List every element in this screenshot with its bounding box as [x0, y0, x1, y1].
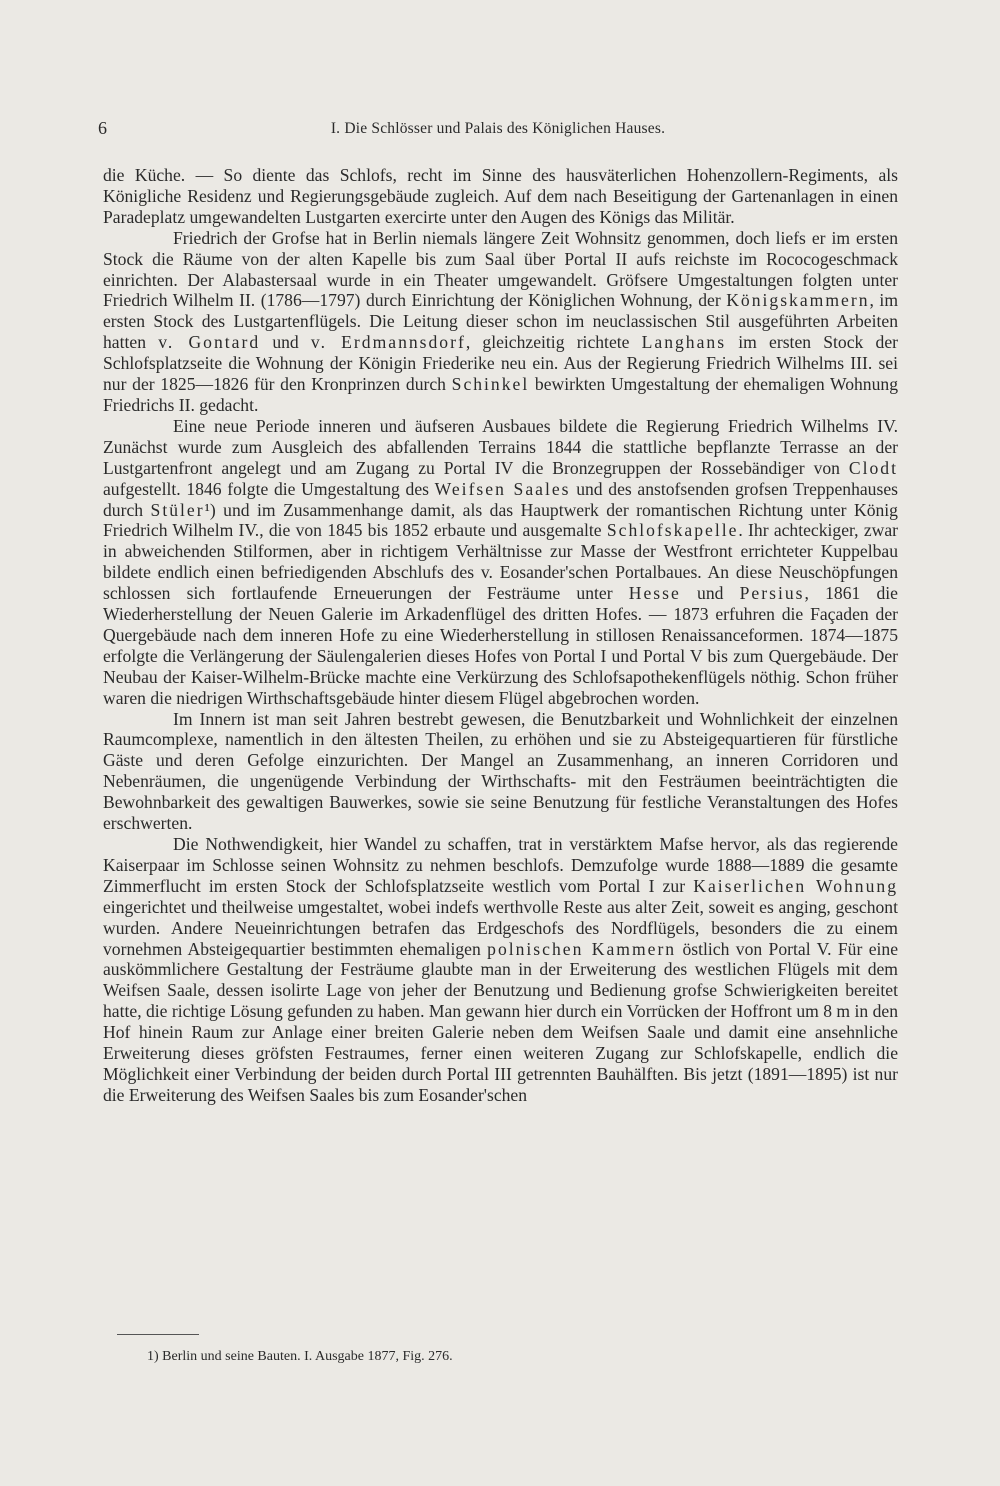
running-title: I. Die Schlösser und Palais des Königlichen Hauses. [330, 120, 666, 137]
spaced-name: Hesse [628, 583, 681, 604]
text-run: und des anstofsenden grofsen Treppenhauses durch [103, 478, 898, 520]
spaced-name: Langhans [641, 332, 727, 353]
text-run: Eine neue Periode inneren und äufseren Ausbaues bildete die Regierung Friedrich Wilhelms IV. Zunächst wurde zum Ausgleich des abfallenden Terrains 1844 die stattliche bepflanzte Terrasse an der Lustgartenfront angelegt und am Zugang zu Portal IV die Bronzegruppen der Rossebändiger von [103, 415, 898, 478]
spaced-name: Schlofskapelle [606, 520, 739, 541]
text-run: eingerichtet und theilweise umgestaltet, wobei indefs werthvolle Reste aus alter Zeit, soweit es anging, geschont wurden. Andere Neueinrichtungen betrafen das Erdgeschofs des Nordflügels, besonders die zu einem vornehmen Absteigequartier bestimmten ehemaligen [103, 896, 898, 959]
text-run: aufgestellt. 1846 folgte die Umgestaltung des [103, 478, 435, 499]
text-run: , 1861 die Wiederherstellung der Neuen Galerie im Arkadenflügel des dritten Hofes. — 1873 erfuhren die Façaden der Quergebäude nach dem inneren Hofe zu eine Wiederherstellung in stillosen Renaissanceformen. 1874—1875 erfolgte die Verlängerung der Säulengalerien dieses Hofes von Portal I und Portal V bis zum Quergebäude. Der Neubau der Kaiser-Wilhelm-Brücke machte eine Verkürzung des Schlofsapothekenflügels nöthig. Schon früher waren die niedrigen Wirthschaftsgebäude hinter diesem Flügel abgebrochen worden. [103, 583, 898, 708]
spaced-name: Weifsen Saales [434, 478, 571, 499]
paragraph [103, 416, 898, 709]
text-run: , im ersten Stock des Lustgartenflügels. Die Leitung dieser schon im neuclassischen Stil ausgeführten Arbeiten hatten [103, 290, 899, 353]
paragraph [103, 165, 898, 228]
text-run: Im Innern ist man seit Jahren bestrebt gewesen, die Benutzbarkeit und Wohnlichkeit der einzelnen Raumcomplexe, namentlich in den ältesten Theilen, zu erhöhen und sie zu Absteigequartieren für fürstliche Gäste und deren Gefolge einzurichten. Der Mangel an Zusammenhang, an inneren Corridoren und Nebenräumen, die ungenügende Verbindung der Wirthschafts- mit den Festräumen beeinträchtigten die Bewohnbarkeit des gewaltigen Bauwerkes, sowie sie seine Benutzung für festliche Veranstaltungen des Hofes erschwerten. [103, 708, 898, 834]
spaced-name: v. Erdmannsdorf [310, 332, 466, 353]
footnote: 1) Berlin und seine Bauten. I. Ausgabe 1877, Fig. 276. [147, 1349, 453, 1364]
text-run: und [680, 583, 740, 604]
text-run: die Küche. — So diente das Schlofs, recht im Sinne des hausväterlichen Hohenzollern-Regiments, als Königliche Residenz und Regierungsgebäude zugleich. Auf dem nach Beseitigung der Gartenanlagen in einen Paradeplatz umgewandelten Lustgarten exercirte unter den Augen des Königs das Militär. [103, 165, 898, 227]
text-run: ¹) und im Zusammenhange damit, als das Hauptwerk der romantischen Richtung unter König Friedrich Wilhelm IV., die von 1845 bis 1852 erbaute und ausgemalte [103, 499, 898, 541]
text-run: Die Nothwendigkeit, hier Wandel zu schaffen, trat in verstärktem Mafse hervor, als das regierende Kaiserpaar im Schlosse seinen Wohnsitz zu nehmen beschlofs. Demzufolge wurde 1888—1889 die gesamte Zimmerflucht im ersten Stock der Schlofsplatzseite westlich vom Portal I zur [103, 834, 898, 896]
spaced-name: Stüler [150, 499, 205, 520]
spaced-name: Persius [739, 583, 805, 604]
text-run: und [260, 332, 311, 353]
spaced-name: Schinkel [451, 374, 530, 395]
spaced-name: Clodt [848, 457, 898, 478]
text-run: Friedrich der Grofse hat in Berlin niemals längere Zeit Wohnsitz genommen, doch liefs er im ersten Stock die Räume von der alten Kapelle bis zum Saal über Portal II aufs reichste im Rococogeschmack einrichten. Der Alabastersaal wurde in ein Theater umgewandelt. Gröfsere Umgestaltungen folgten unter Friedrich Wilhelm II. (1786—1797) durch Einrichtung der Königlichen Wohnung, der [103, 227, 898, 311]
paragraph [103, 228, 898, 416]
text-run: östlich von Portal V. Für eine auskömmlichere Gestaltung der Festräume glaubte man in der Erweiterung des westlichen Flügels mit dem Weifsen Saale, dessen isolirte Lage von jeher der Benutzung und Bedienung grofse Schwierigkeiten bereitet hatte, die richtige Lösung gefunden zu haben. Man gewann hier durch ein Vorrücken der Hoffront um 8 m in den Hof hinein Raum zur Anlage einer breiten Galerie neben dem Weifsen Saale und damit eine ansehnliche Erweiterung dieses gröfsten Festraumes, ferner einen weiteren Zugang zur Schlofskapelle, endlich die Möglichkeit einer Verbindung der beiden durch Portal III getrennten Bauhälften. Bis jetzt (1891—1895) ist nur die Erweiterung des Weifsen Saales bis zum Eosander'schen [103, 938, 898, 1105]
spaced-name: Königskammern [726, 290, 870, 311]
text-run: , gleichzeitig richtete [465, 332, 642, 353]
text-run: bewirkten Umgestaltung der ehemaligen Wohnung Friedrichs II. gedacht. [103, 374, 898, 415]
paragraph [103, 834, 898, 1106]
spaced-name: polnischen Kammern [487, 938, 677, 959]
paragraph [103, 709, 898, 834]
spaced-name: Kaiserlichen Wohnung [693, 875, 898, 896]
footnote-rule [117, 1334, 199, 1335]
text-run: . Ihr achteckiger, zwar in abweichenden Stilformen, aber in richtigem Verhältnisse zur Masse der Westfront errichteter Kuppelbau bildete endlich einen befriedigenden Abschlufs des v. Eosander'schen Portalbaues. An diese Neuschöpfungen schlossen sich fortlaufende Erneuerungen der Festräume unter [103, 520, 898, 604]
page-number: 6 [98, 118, 108, 138]
spaced-name: v. Gontard [158, 332, 261, 353]
text-run: im ersten Stock der Schlofsplatzseite die Wohnung der Königin Friederike neu ein. Aus der Regierung Friedrich Wilhelms III. sei nur der 1825—1826 für den Kronprinzen durch [103, 332, 898, 395]
body-text [103, 165, 898, 1106]
